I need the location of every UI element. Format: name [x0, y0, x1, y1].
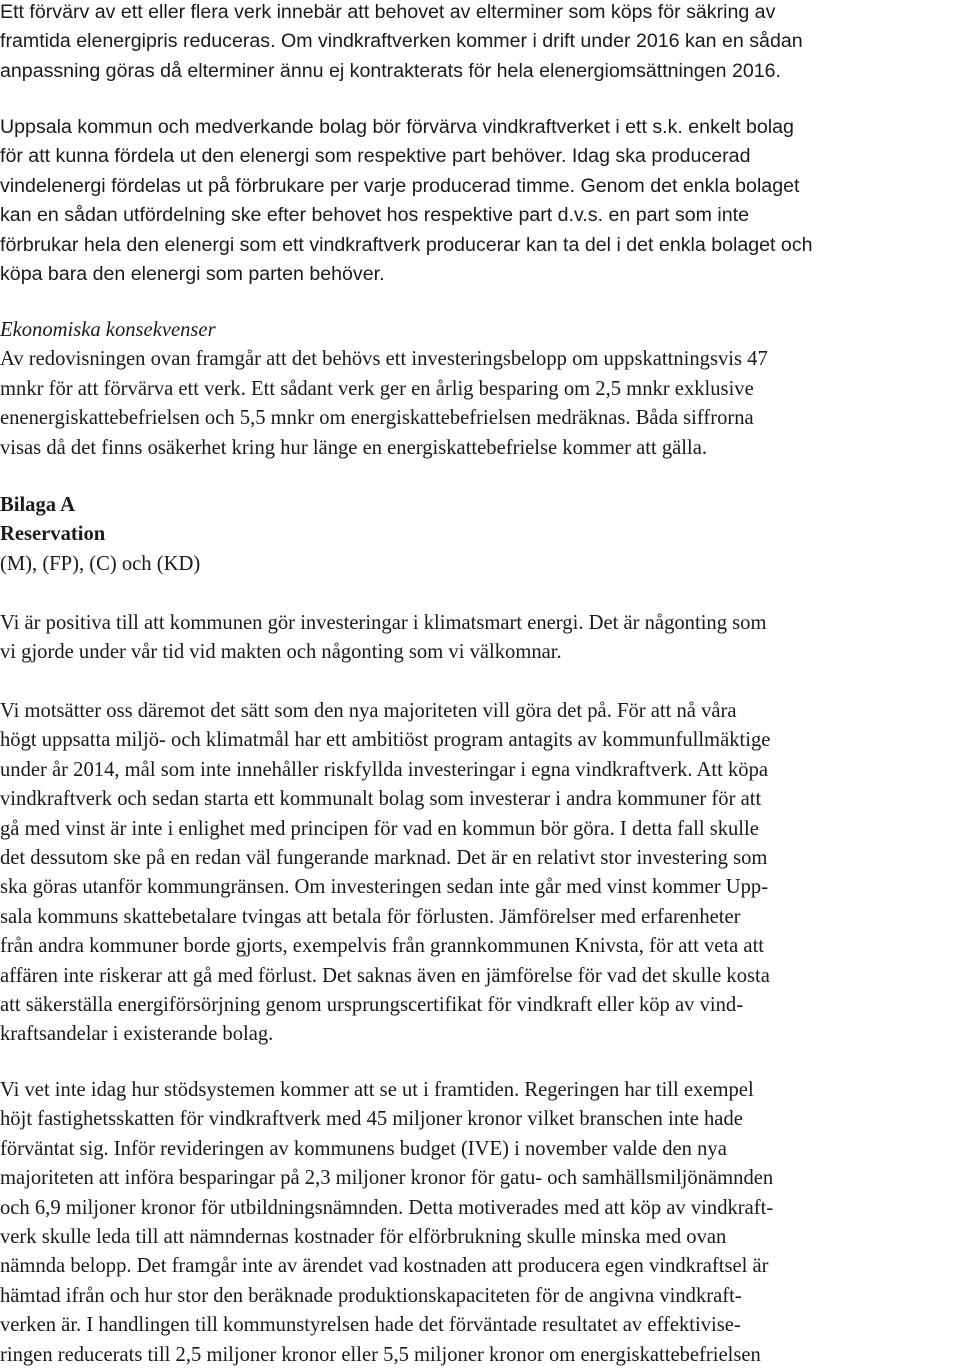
text-line: vindelenergi fördelas ut på förbrukare per varje producerad timme. Genom det enkla bolaget: [0, 174, 800, 197]
text-line: vindkraftverk och sedan starta ett kommunalt bolag som investerar i andra kommuner för att: [0, 788, 762, 811]
text-line: mnkr för att förvärva ett verk. Ett sådant verk ger en årlig besparing om 2,5 mnkr exklusive: [0, 377, 754, 400]
text-line: vi gjorde under vår tid vid makten och någonting som vi välkomnar.: [0, 641, 562, 664]
text-line: sala kommuns skattebetalare tvingas att betala för förlusten. Jämförelser med erfarenheter: [0, 905, 741, 928]
text-line: Ett förvärv av ett eller flera verk innebär att behovet av elterminer som köps för säkring av: [0, 1, 776, 23]
text-line: framtida elenergipris reduceras. Om vindkraftverken kommer i drift under 2016 kan en sådan: [0, 30, 803, 53]
text-line: hämtad ifrån och hur stor den beräknade produktionskapaciteten för de angivna vindkraft-: [0, 1284, 742, 1307]
text-line: att säkerställa energiförsörjning genom ursprungscertifikat för vindkraft eller köp av vind-: [0, 994, 744, 1017]
reservation-paragraph-3: [0, 1076, 954, 1370]
text-line: Vi vet inte idag hur stödsystemen kommer att se ut i framtiden. Regeringen har till exempel: [0, 1079, 754, 1101]
text-line: Vi motsätter oss däremot det sätt som den nya majoriteten vill göra det på. För att nå våra: [0, 700, 737, 722]
text-line: kan en sådan utfördelning ske efter behovet hos respektive part d.v.s. en part som inte: [0, 204, 749, 227]
text-line: Av redovisningen ovan framgår att det behövs ett investeringsbelopp om uppskattningsvis 47: [0, 348, 768, 371]
text-line: och 6,9 miljoner kronor för utbildningsnämnden. Detta motiverades med att köp av vindkraft-: [0, 1196, 774, 1219]
text-line: höjt fastighetsskatten för vindkraftverk med 45 miljoner kronor vilket branschen inte hade: [0, 1108, 743, 1131]
appendix-title: Bilaga A: [0, 494, 75, 516]
text-line: anpassning göras då elterminer ännu ej kontrakterats för hela elenergiomsättningen 2016.: [0, 59, 781, 82]
reservation-paragraph-1: [0, 609, 954, 668]
intro-paragraph: [0, 0, 954, 86]
economics-section: [0, 316, 954, 463]
text-line: Vi är positiva till att kommunen gör investeringar i klimatsmart energi. Det är någonting som: [0, 612, 767, 634]
appendix-header: [0, 491, 954, 579]
appendix-parties: (M), (FP), (C) och (KD): [0, 552, 201, 575]
text-line: visas då det finns osäkerhet kring hur länge en energiskattebefrielse kommer att gälla.: [0, 436, 708, 459]
text-line: nämnda belopp. Det framgår inte av ärendet vad kostnaden att producera egen vindkraftsel är: [0, 1255, 769, 1278]
text-line: enenergiskattebefrielsen och 5,5 mnkr om energiskattebefrielsen medräknas. Båda siffrorna: [0, 407, 754, 430]
text-line: högt uppsatta miljö- och klimatmål har ett ambitiöst program antagits av kommunfullmäktige: [0, 729, 771, 752]
section-heading: Ekonomiska konsekvenser: [0, 319, 216, 341]
text-line: under år 2014, mål som inte innehåller riskfyllda investeringar i egna vindkraftverk. Att köpa: [0, 758, 769, 781]
text-line: förväntat sig. Inför revideringen av kommunens budget (IVE) i november valde den nya: [0, 1137, 727, 1160]
text-line: gå med vinst är inte i enlighet med principen för vad en kommun bör göra. I detta fall skulle: [0, 817, 759, 840]
text-line: det dessutom ske på en redan väl fungerande marknad. Det är en relativt stor investering som: [0, 847, 768, 870]
text-line: kraftsandelar i existerande bolag.: [0, 1023, 274, 1046]
text-line: verk skulle leda till att nämndernas kostnader för elförbrukning skulle minska med ovan: [0, 1226, 727, 1249]
text-line: från andra kommuner borde gjorts, exempelvis från grannkommunen Knivsta, för att veta att: [0, 935, 765, 958]
reservation-paragraph-2: [0, 697, 954, 1050]
text-line: för att kunna fördela ut den elenergi som respektive part behöver. Idag ska producerad: [0, 145, 751, 168]
text-line: majoriteten att införa besparingar på 2,3 miljoner kronor för gatu- och samhällsmiljönämnden: [0, 1167, 774, 1190]
text-line: verken är. I handlingen till kommunstyrelsen hade det förväntade resultatet av effektivise-: [0, 1314, 741, 1337]
text-line: Uppsala kommun och medverkande bolag bör förvärva vindkraftverket i ett s.k. enkelt bolag: [0, 116, 794, 138]
text-line: förbrukar hela den elenergi som ett vindkraftverk producerar kan ta del i det enkla bolaget och: [0, 233, 813, 256]
text-line: ringen reducerats till 2,5 miljoner kronor eller 5,5 miljoner kronor om energiskattebefrielsen: [0, 1343, 761, 1366]
text-line: affären inte riskerar att gå med förlust. Det saknas även en jämförelse för vad det skulle kosta: [0, 964, 770, 987]
appendix-subtitle: Reservation: [0, 523, 106, 546]
recommendation-paragraph: [0, 113, 954, 289]
text-line: ska göras utanför kommungränsen. Om investeringen sedan inte går med vinst kommer Upp-: [0, 876, 769, 899]
text-line: köpa bara den elenergi som parten behöver.: [0, 263, 385, 286]
